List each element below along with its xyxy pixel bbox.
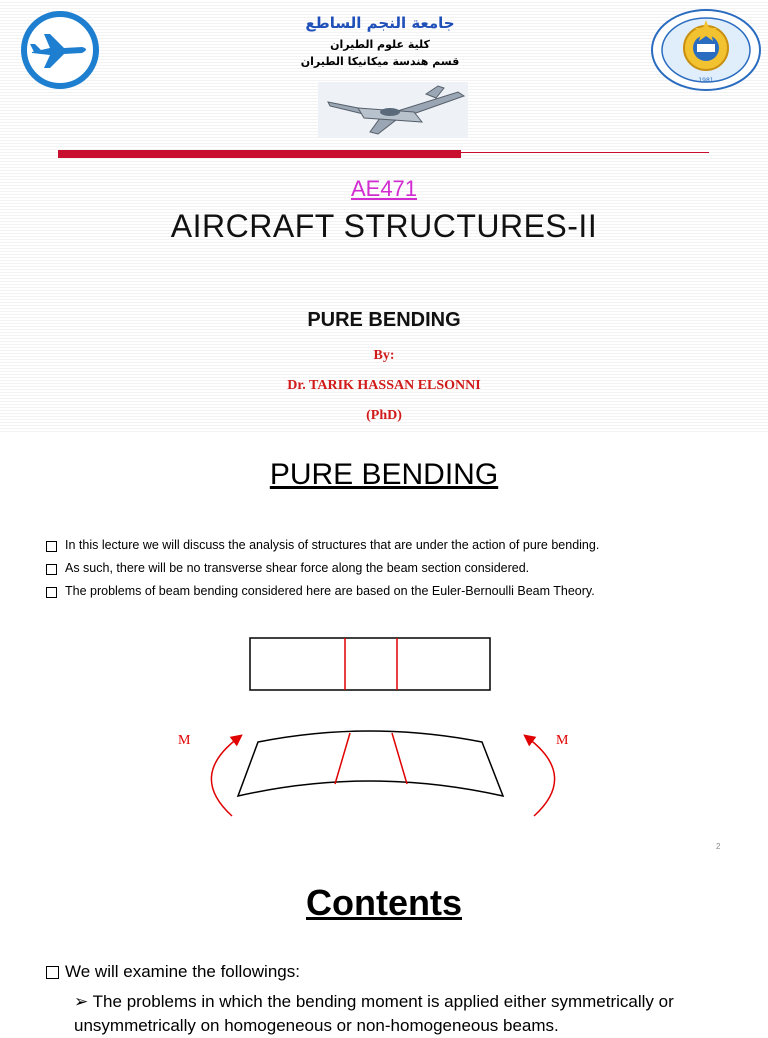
moment-label-right: M [556,733,569,748]
moment-arrow-left [211,738,238,816]
airplane-logo-icon [10,8,110,92]
arabic-department-name: قسم هندسة ميكانيكا الطيران [300,55,460,68]
by-label: By: [373,348,395,363]
header-divider-thin [461,152,709,153]
moment-arrow-right [528,738,555,816]
course-code: AE471 [350,176,418,201]
contents-slide [0,860,768,1035]
checkbox-bullet-icon [46,564,57,575]
university-seal-icon [648,8,764,92]
arabic-university-name: جامعة النجم الساطع [305,14,455,32]
slide-title: PURE BENDING [269,458,499,491]
title-slide [0,0,768,432]
header-divider-thick [58,150,461,158]
seal-year: 1981 [698,77,714,84]
checkbox-bullet-icon [46,541,57,552]
list-item: We will examine the followings: [44,962,300,982]
arrow-bullet-icon: ➢ [74,992,89,1011]
list-item: In this lecture we will discuss the analysis of structures that are under the action of pure bending. [44,538,754,561]
list-item: ➢ The problems in which the bending moment is applied either symmetrically or unsymmetrically on homogeneous or non-homogeneous beams. [74,992,674,1035]
author-name: Dr. TARIK HASSAN ELSONNI [287,378,481,393]
list-item: The problems of beam bending considered here are based on the Euler-Bernoulli Beam Theory. [44,584,754,607]
slide-title: Contents [306,882,462,923]
lecture-subtitle: PURE BENDING [307,309,461,331]
moment-label-left: M [178,733,191,748]
checkbox-bullet-icon [46,587,57,598]
straight-beam [250,638,490,690]
pure-bending-slide [0,436,768,856]
bullet-list [44,538,754,607]
page-number: 2 [716,842,721,851]
bent-beam [238,731,503,796]
course-title: AIRCRAFT STRUCTURES-II [170,208,598,244]
checkbox-bullet-icon [46,966,59,979]
aircraft-illustration [318,82,468,138]
list-item: As such, there will be no transverse shear force along the beam section considered. [44,561,754,584]
arabic-faculty-name: كلية علوم الطيران [330,38,430,51]
beam-bending-diagram [170,626,600,846]
author-degree: (PhD) [366,408,402,423]
